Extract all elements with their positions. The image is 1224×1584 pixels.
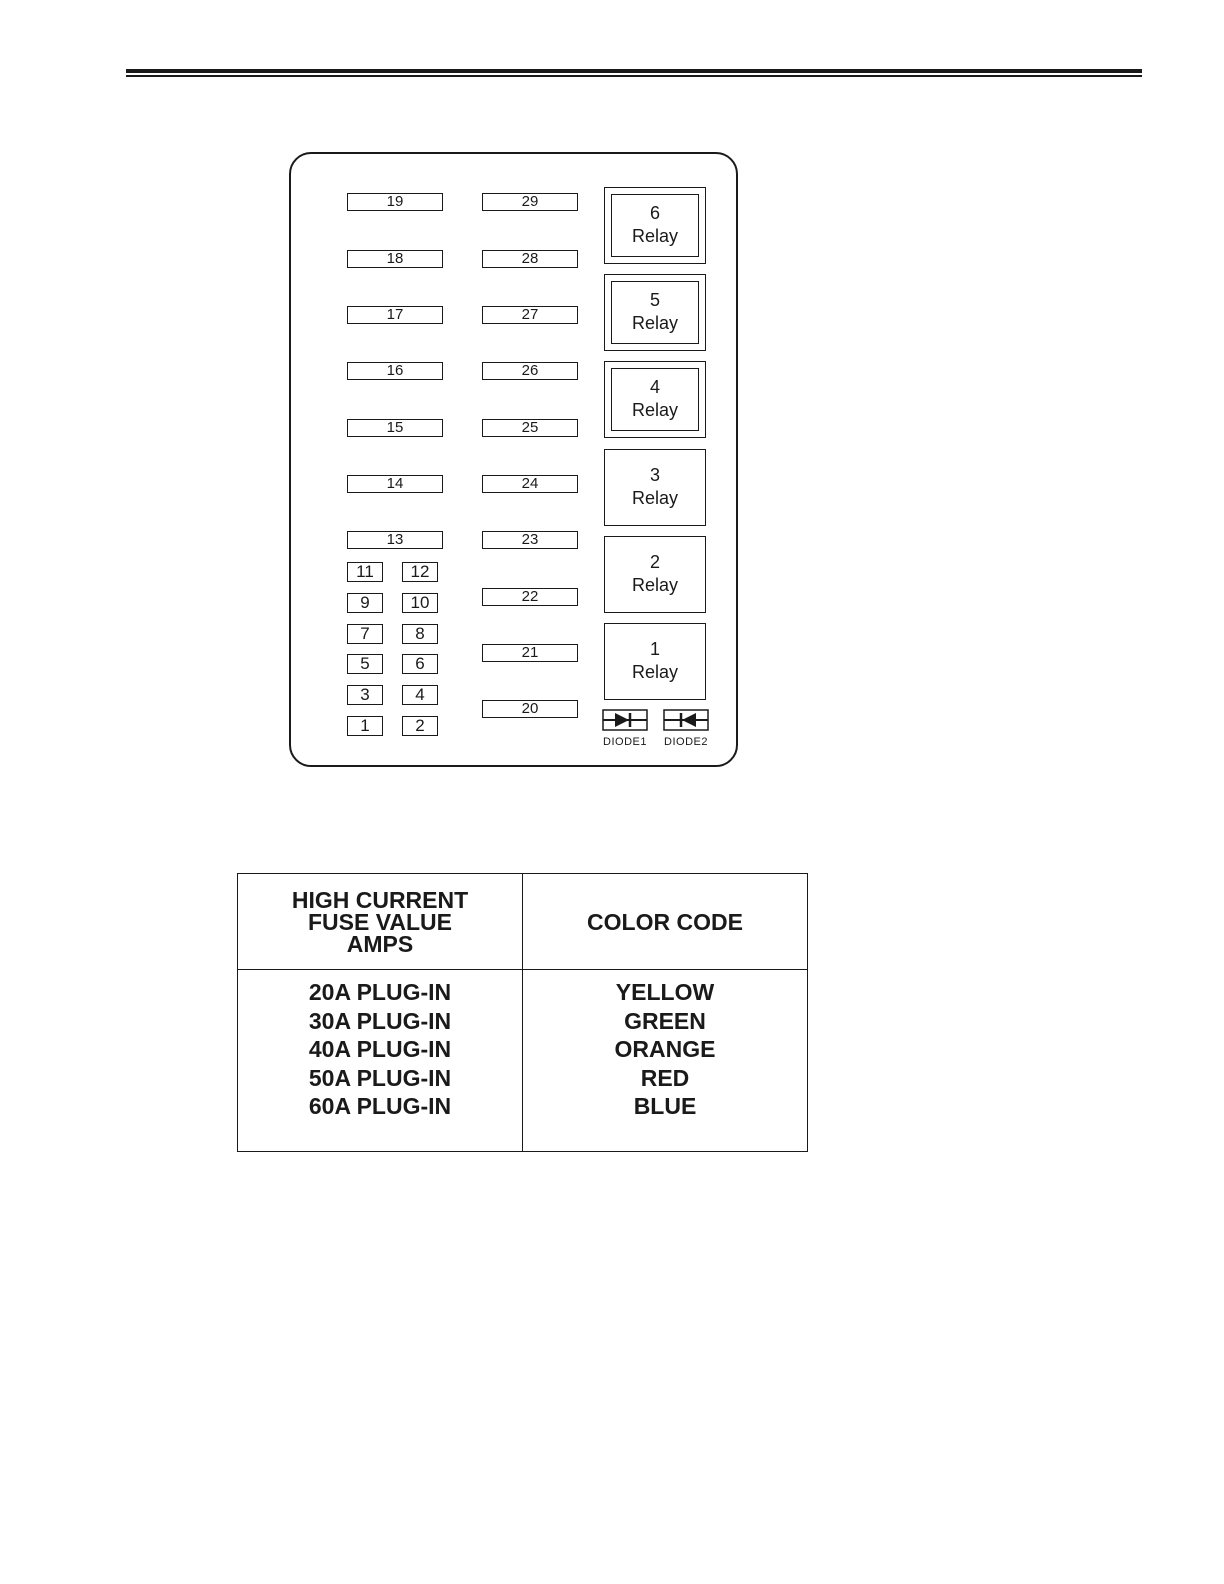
fuse-18: 18 [347,250,443,268]
relay-5-label: Relay [631,313,679,333]
relay-5 [604,274,706,351]
table-row [238,970,808,1152]
relay-3-number: 3 [649,465,660,485]
fuse-1: 1 [347,716,383,736]
diode2-icon [663,709,709,731]
fuse-15: 15 [347,419,443,437]
header-line: HIGH CURRENT [291,886,469,913]
fuse-19: 19 [347,193,443,211]
color-code: ORANGE [614,1036,716,1062]
fuse-3: 3 [347,685,383,705]
fuse-14: 14 [347,475,443,493]
fuse-5: 5 [347,654,383,674]
fuse-6: 6 [402,654,438,674]
fuse-9: 9 [347,593,383,613]
fuse-8: 8 [402,624,438,644]
fuse-values-cell [238,970,523,1152]
fuse-4: 4 [402,685,438,705]
relay-5-number: 5 [649,290,660,310]
diode2-label: DIODE2 [664,736,708,748]
header-color-code: COLOR CODE [523,874,808,970]
relay-4-number: 4 [649,377,660,397]
fuse-23: 23 [482,531,578,549]
relay-1-number: 1 [649,639,660,659]
fuse-value: 20A PLUG-IN [308,979,452,1005]
fuse-7: 7 [347,624,383,644]
fuse-value: 50A PLUG-IN [308,1064,452,1091]
relay-1-label: Relay [631,662,679,682]
fuse-27: 27 [482,306,578,324]
relay-6-number: 6 [649,203,660,223]
fuse-16: 16 [347,362,443,380]
color-code: RED [640,1064,690,1091]
fuse-28: 28 [482,250,578,268]
header-line: FUSE VALUE [308,908,452,935]
relay-4-label: Relay [631,400,679,420]
diode1-icon [602,709,648,731]
fuse-26: 26 [482,362,578,380]
header-rule-thin [126,75,1142,77]
relay-2-label: Relay [631,575,679,595]
color-codes-cell [523,970,808,1152]
fuse-11: 11 [347,562,383,582]
relay-3-label: Relay [631,488,679,508]
fuse-13: 13 [347,531,443,549]
fuse-21: 21 [482,644,578,662]
diode1-label: DIODE1 [603,736,647,748]
fuse-value: 40A PLUG-IN [308,1036,452,1062]
color-code: GREEN [624,1007,706,1034]
table-header-row [238,874,808,970]
fuse-value: 30A PLUG-IN [308,1007,452,1034]
header-rule [126,69,1142,73]
relay-6-label: Relay [631,226,679,246]
relay-2-number: 2 [649,552,660,572]
color-code: YELLOW [615,979,715,1005]
fuse-12: 12 [402,562,438,582]
relay-1 [604,623,706,700]
header-fuse-value [238,874,523,970]
fuse-value: 60A PLUG-IN [308,1093,452,1119]
color-code: BLUE [633,1093,697,1119]
fuse-2: 2 [402,716,438,736]
fuse-29: 29 [482,193,578,211]
fuse-20: 20 [482,700,578,718]
fuse-24: 24 [482,475,578,493]
header-line: AMPS [346,930,414,957]
fuse-22: 22 [482,588,578,606]
fuse-10: 10 [402,593,438,613]
relay-4 [604,361,706,438]
fuse-color-table [237,873,808,1152]
fuse-17: 17 [347,306,443,324]
fuse-25: 25 [482,419,578,437]
relay-2 [604,536,706,613]
relay-6 [604,187,706,264]
relay-3 [604,449,706,526]
